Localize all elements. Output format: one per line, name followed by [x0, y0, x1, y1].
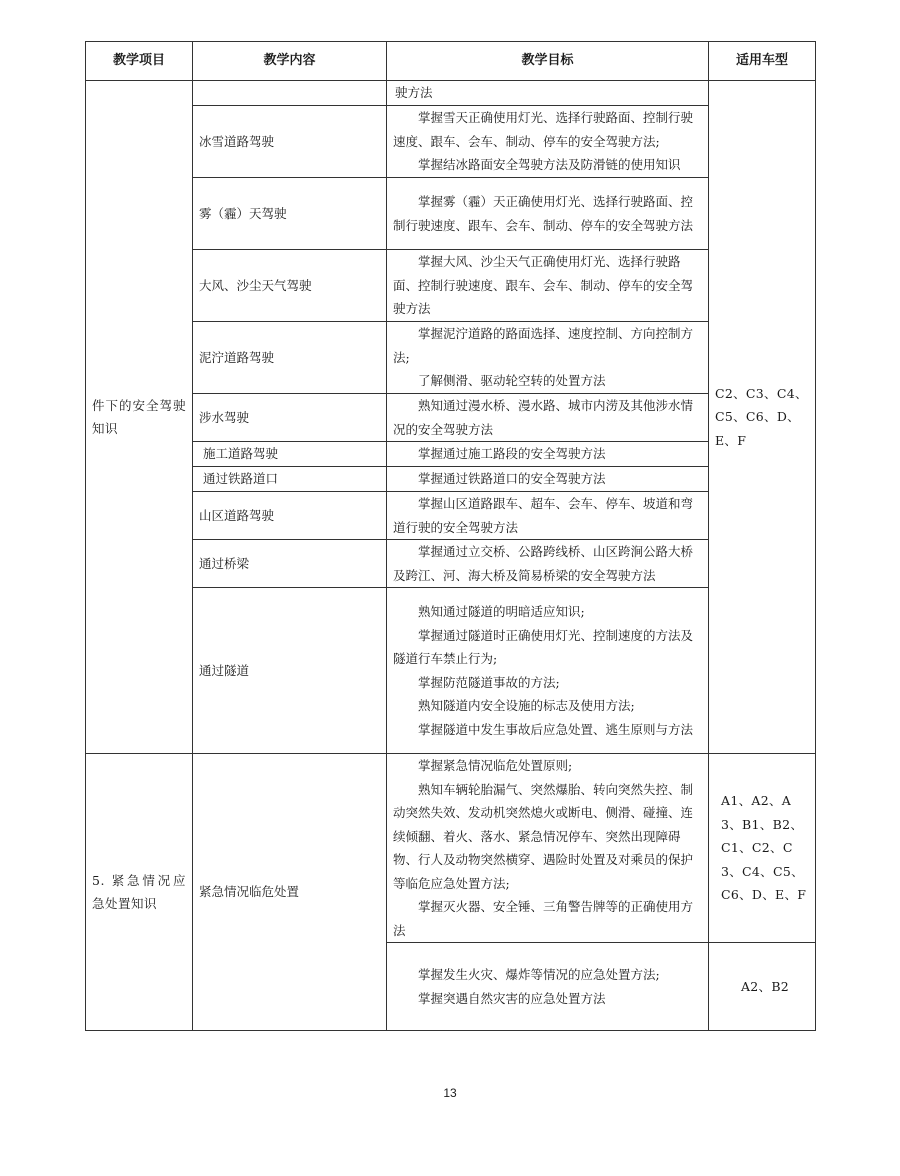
goal-line: 熟知车辆轮胎漏气、突然爆胎、转向突然失控、制动突然失效、发动机突然熄火或断电、侧滑、碰撞、连续倾翻、着火、落水、紧急情况停车、突然出现障碍物、行人及动物突然横穿、遇险时处置及对乘员的保护等临危应急处置方法;: [393, 781, 694, 891]
goal-cell: [387, 178, 709, 250]
content-cell: 施工道路驾驶: [193, 442, 387, 467]
goal-line: 掌握隧道中发生事故后应急处置、逃生原则与方法: [418, 721, 694, 737]
table-row: [86, 540, 816, 588]
header-content: 教学内容: [193, 42, 387, 81]
goal-cell: [387, 394, 709, 442]
goal-line: 掌握泥泞道路的路面选择、速度控制、方向控制方法;: [393, 326, 694, 365]
goal-line: 掌握通过立交桥、公路跨线桥、山区跨涧公路大桥及跨江、河、海大桥及简易桥梁的安全驾驶方法: [393, 544, 694, 583]
goal-cell: [387, 322, 709, 394]
table-row: [86, 322, 816, 394]
goal-cell: [387, 442, 709, 467]
goal-line: 掌握雾（霾）天正确使用灯光、选择行驶路面、控制行驶速度、跟车、会车、制动、停车的安全驾驶方法: [393, 194, 694, 233]
table-row: [86, 442, 816, 467]
goal-cell: [387, 250, 709, 322]
header-project: 教学项目: [86, 42, 193, 81]
content-cell: 涉水驾驶: [193, 394, 387, 442]
goal-line: 掌握防范隧道事故的方法;: [418, 674, 560, 690]
goal-line: 掌握发生火灾、爆炸等情况的应急处置方法;: [418, 967, 660, 982]
content-cell: 大风、沙尘天气驾驶: [193, 250, 387, 322]
goal-line: 掌握突遇自然灾害的应急处置方法: [418, 990, 606, 1006]
table-row: [86, 106, 816, 178]
table-row: [86, 178, 816, 250]
goal-line: 掌握结冰路面安全驾驶方法及防滑链的使用知识: [418, 157, 681, 173]
project-cell: 件下的安全驾驶知识: [86, 81, 193, 754]
content-cell: 通过铁路道口: [193, 467, 387, 492]
goal-cell: [387, 106, 709, 178]
goal-line: 掌握雪天正确使用灯光、选择行驶路面、控制行驶速度、跟车、会车、制动、停车的安全驾驶方法;: [393, 110, 694, 149]
table-header-row: [86, 42, 816, 81]
goal-line: 熟知通过隧道的明暗适应知识;: [418, 604, 585, 619]
goal-cell: [387, 754, 709, 943]
header-goal: 教学目标: [387, 42, 709, 81]
vehicle-type-cell: A1、A2、A3、B1、B2、C1、C2、C3、C4、C5、C6、D、E、F: [709, 754, 816, 943]
goal-cell: 驶方法: [387, 81, 709, 106]
table-row: [86, 754, 816, 943]
table-row: [86, 250, 816, 322]
goal-cell: [387, 943, 709, 1031]
table-row: [86, 492, 816, 540]
content-cell: [193, 81, 387, 106]
content-cell: 雾（霾）天驾驶: [193, 178, 387, 250]
goal-line: 掌握灭火器、安全锤、三角警告牌等的正确使用方法: [393, 899, 694, 938]
table-row: [86, 394, 816, 442]
goal-line: 掌握通过施工路段的安全驾驶方法: [418, 446, 606, 462]
vehicle-type-cell: C2、C3、C4、C5、C6、D、E、F: [709, 81, 816, 754]
content-cell: 通过隧道: [193, 588, 387, 754]
table-row: [86, 81, 816, 106]
goal-line: 熟知隧道内安全设施的标志及使用方法;: [418, 698, 635, 713]
content-cell: 通过桥梁: [193, 540, 387, 588]
table-row: [86, 588, 816, 754]
content-cell: 泥泞道路驾驶: [193, 322, 387, 394]
header-vehicle-type: 适用车型: [709, 42, 816, 81]
goal-line: 掌握通过铁路道口的安全驾驶方法: [418, 471, 606, 487]
goal-line: 掌握山区道路跟车、超车、会车、停车、坡道和弯道行驶的安全驾驶方法: [393, 496, 694, 535]
syllabus-table: [85, 41, 816, 1031]
goal-line: 掌握通过隧道时正确使用灯光、控制速度的方法及隧道行车禁止行为;: [393, 627, 694, 666]
page-number: 13: [443, 1086, 457, 1100]
goal-cell: [387, 540, 709, 588]
vehicle-type-cell: A2、B2: [709, 943, 816, 1031]
goal-line: 掌握紧急情况临危处置原则;: [418, 758, 573, 773]
table-row: [86, 467, 816, 492]
goal-cell: [387, 492, 709, 540]
goal-cell: [387, 467, 709, 492]
goal-cell: [387, 588, 709, 754]
goal-line: 掌握大风、沙尘天气正确使用灯光、选择行驶路面、控制行驶速度、跟车、会车、制动、停车的安全驾驶方法: [393, 254, 694, 317]
goal-line: 熟知通过漫水桥、漫水路、城市内涝及其他涉水情况的安全驾驶方法: [393, 398, 694, 437]
content-cell: 紧急情况临危处置: [193, 754, 387, 1031]
content-cell: 冰雪道路驾驶: [193, 106, 387, 178]
goal-line: 了解侧滑、驱动轮空转的处置方法: [418, 373, 606, 389]
project-cell: 5. 紧急情况应急处置知识: [86, 754, 193, 1031]
content-cell: 山区道路驾驶: [193, 492, 387, 540]
